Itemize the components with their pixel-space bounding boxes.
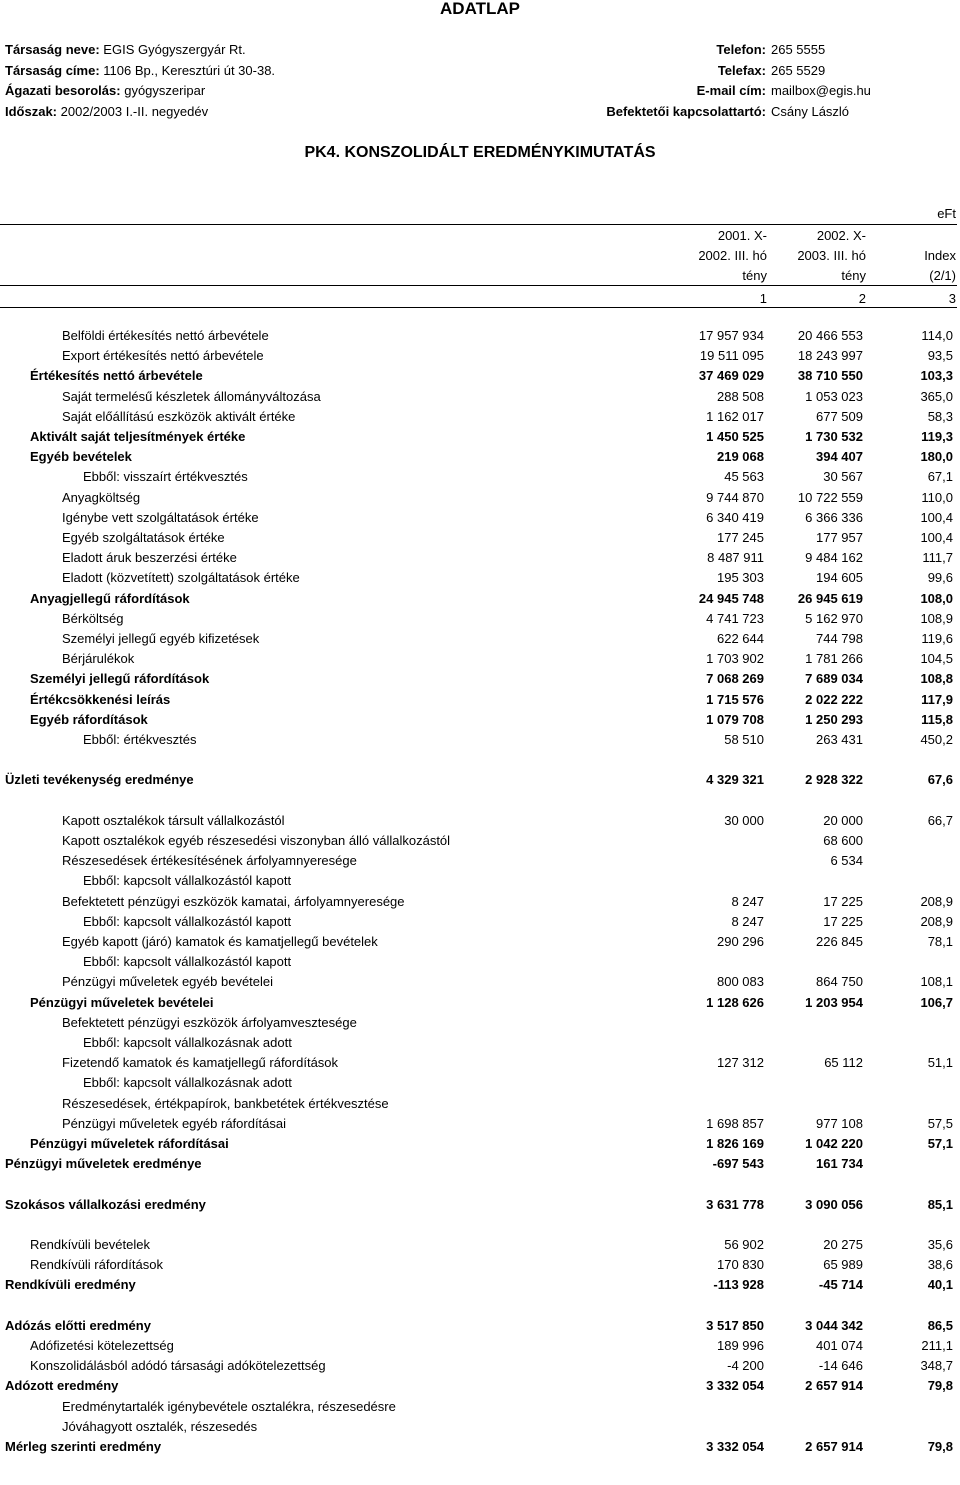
table-row xyxy=(0,690,957,710)
row-value-col1: 1 715 576 xyxy=(706,691,764,707)
row-label: Konszolidálásból adódó társasági adókötelezettség xyxy=(30,1358,326,1374)
table-row xyxy=(0,1134,957,1154)
report-title: PK4. KONSZOLIDÁLT EREDMÉNYKIMUTATÁS xyxy=(304,144,656,161)
table-row xyxy=(0,366,957,386)
row-value-col2: 1 730 532 xyxy=(805,429,863,444)
row-value-col1: 6 340 419 xyxy=(706,509,764,525)
table-row xyxy=(0,811,957,831)
row-value-col1: 170 830 xyxy=(717,1257,764,1273)
row-value-col2: 6 366 336 xyxy=(805,509,863,525)
row-value-col1: -113 928 xyxy=(713,1277,764,1293)
row-value-col3: 38,6 xyxy=(927,1257,953,1273)
row-value-col3: 117,9 xyxy=(921,691,953,707)
row-value-col1: 8 247 xyxy=(731,913,764,929)
row-value-col2: -14 646 xyxy=(818,1358,863,1374)
contact-info-line xyxy=(560,63,825,78)
row-label: Fizetendő kamatok és kamatjellegű ráfordítások xyxy=(62,1055,339,1071)
row-value-col3: 40,1 xyxy=(927,1277,953,1293)
row-label: Ebből: értékvesztés xyxy=(83,732,197,747)
row-value-col3: 85,1 xyxy=(927,1196,953,1212)
row-label: Személyi jellegű egyéb kifizetések xyxy=(62,631,260,646)
unit-label: eFt xyxy=(937,206,956,221)
row-value-col3: 211,1 xyxy=(921,1338,953,1353)
table-row xyxy=(0,407,957,427)
row-value-col2: 7 689 034 xyxy=(805,671,863,687)
row-value-col1: 3 631 778 xyxy=(706,1196,764,1212)
row-value-col3: 79,8 xyxy=(927,1439,953,1454)
column-header-text: 2002. III. hó xyxy=(698,248,767,263)
row-value-col3: 114,0 xyxy=(921,328,953,343)
row-value-col2: 177 957 xyxy=(816,530,863,545)
row-label: Befektetett pénzügyi eszközök árfolyamvesztesége xyxy=(62,1014,357,1030)
row-value-col1: 56 902 xyxy=(724,1237,764,1252)
row-label: Pénzügyi műveletek egyéb bevételei xyxy=(62,974,274,990)
row-value-col1: 3 517 850 xyxy=(706,1317,764,1333)
table-row xyxy=(0,1417,957,1437)
row-value-col3: 79,8 xyxy=(927,1378,953,1394)
table-row xyxy=(0,730,957,750)
row-value-col1: 1 698 857 xyxy=(706,1115,764,1131)
row-label: Adózás előtti eredmény xyxy=(5,1317,151,1333)
row-value-col3: 119,3 xyxy=(921,429,953,444)
table-row xyxy=(0,548,957,568)
info-label: Társaság címe: xyxy=(5,62,100,78)
row-value-col1: 3 332 054 xyxy=(706,1439,764,1454)
row-label: Kapott osztalékok egyéb részesedési viszonyban álló vállalkozástól xyxy=(62,833,451,848)
row-value-col2: 394 407 xyxy=(816,449,863,465)
row-value-col2: 20 275 xyxy=(823,1237,863,1252)
row-value-col2: 1 042 220 xyxy=(805,1136,863,1151)
row-label: Kapott osztalékok társult vállalkozástól xyxy=(62,812,285,828)
row-label: Részesedések értékesítésének árfolyamnyeresége xyxy=(62,853,357,869)
row-value-col3: 104,5 xyxy=(920,651,953,667)
row-value-col3: 103,3 xyxy=(920,368,953,384)
row-value-col3: 110,0 xyxy=(921,489,953,505)
row-value-col1: 7 068 269 xyxy=(706,671,764,687)
table-row xyxy=(0,1356,957,1376)
row-label: Jóváhagyott osztalék, részesedés xyxy=(62,1418,258,1434)
row-value-col1: 1 128 626 xyxy=(706,994,764,1010)
row-label: Egyéb kapott (járó) kamatok és kamatjellegű bevételek xyxy=(62,934,378,949)
row-value-col2: 38 710 550 xyxy=(797,368,863,384)
contact-value: Csány László xyxy=(771,103,850,119)
row-value-col3: 108,8 xyxy=(920,671,953,687)
row-value-col2: 10 722 559 xyxy=(797,489,863,505)
row-label: Értékcsökkenési leírás xyxy=(30,691,171,707)
info-label: Időszak: xyxy=(5,103,58,119)
row-value-col2: 1 781 266 xyxy=(805,651,863,667)
row-value-col3: 106,7 xyxy=(920,994,953,1010)
info-value: gyógyszeripar xyxy=(124,83,206,98)
table-row xyxy=(0,568,957,588)
table-row xyxy=(0,609,957,629)
table-row xyxy=(0,1275,957,1295)
contact-value: 265 5555 xyxy=(771,42,826,57)
row-label: Ebből: kapcsolt vállalkozásnak adott xyxy=(83,1035,292,1050)
row-value-col1: 177 245 xyxy=(717,530,764,545)
row-value-col3: 208,9 xyxy=(920,913,953,929)
row-label: Rendkívüli bevételek xyxy=(30,1237,150,1252)
row-value-col1: -4 200 xyxy=(727,1358,764,1374)
row-value-col2: 1 203 954 xyxy=(805,994,863,1010)
table-row xyxy=(0,528,957,548)
table-row xyxy=(0,508,957,528)
row-value-col1: -697 543 xyxy=(712,1156,764,1172)
row-value-col2: 194 605 xyxy=(816,570,863,586)
row-value-col2: 17 225 xyxy=(823,893,863,909)
row-label: Egyéb bevételek xyxy=(30,449,132,465)
column-header-text: 2001. X- xyxy=(717,228,767,243)
column-header-number: 1 xyxy=(759,291,767,306)
row-value-col3: 108,9 xyxy=(920,610,953,626)
row-value-col3: 57,5 xyxy=(927,1115,953,1131)
row-label: Eredménytartalék igénybevétele osztalékra, részesedésre xyxy=(62,1398,396,1414)
document-title: ADATLAP xyxy=(440,0,520,18)
row-value-col3: 180,0 xyxy=(920,449,953,465)
row-value-col2: 3 044 342 xyxy=(805,1317,863,1333)
table-row xyxy=(0,1336,957,1356)
row-label: Export értékesítés nettó árbevétele xyxy=(62,348,264,364)
table-row xyxy=(0,427,957,447)
row-label: Anyagköltség xyxy=(62,489,141,505)
table-row xyxy=(0,932,957,952)
table-row xyxy=(0,871,957,891)
row-value-col2: 744 798 xyxy=(816,631,863,646)
row-label: Pénzügyi műveletek bevételei xyxy=(30,994,214,1010)
table-row xyxy=(0,1255,957,1275)
row-value-col2: 9 484 162 xyxy=(805,550,863,566)
row-value-col3: 67,1 xyxy=(927,469,953,485)
column-number-rule xyxy=(0,285,957,286)
table-row xyxy=(0,851,957,871)
row-value-col1: 8 247 xyxy=(731,893,764,909)
table-row xyxy=(0,387,957,407)
table-header-bottom-rule xyxy=(0,307,957,308)
row-value-col3: 93,5 xyxy=(927,348,953,364)
info-value: 2002/2003 I.-II. negyedév xyxy=(60,103,209,119)
company-info-line xyxy=(5,104,208,119)
row-label: Belföldi értékesítés nettó árbevétele xyxy=(62,328,269,343)
contact-value: mailbox@egis.hu xyxy=(771,83,871,98)
row-value-col2: 677 509 xyxy=(816,408,863,424)
table-top-rule xyxy=(0,224,957,225)
row-label: Adózott eredmény xyxy=(5,1378,119,1394)
contact-info-line xyxy=(560,83,871,98)
contact-info-line xyxy=(560,42,825,57)
row-value-col1: 127 312 xyxy=(717,1055,764,1071)
row-value-col1: 30 000 xyxy=(724,812,764,828)
table-row xyxy=(0,1316,957,1336)
column-header-text: 2003. III. hó xyxy=(797,248,866,263)
table-row xyxy=(0,447,957,467)
row-value-col1: 37 469 029 xyxy=(698,368,764,384)
row-value-col3: 365,0 xyxy=(920,388,953,404)
row-label: Egyéb ráfordítások xyxy=(30,711,148,727)
row-value-col3: 108,0 xyxy=(920,590,953,606)
row-label: Szokásos vállalkozási eredmény xyxy=(5,1196,206,1212)
table-row xyxy=(0,488,957,508)
table-row xyxy=(0,770,957,790)
row-value-col2: 1 250 293 xyxy=(805,711,863,727)
table-row xyxy=(0,972,957,992)
row-value-col3: 108,1 xyxy=(920,974,953,990)
table-row xyxy=(0,912,957,932)
table-row xyxy=(0,1397,957,1417)
table-row xyxy=(0,1235,957,1255)
row-value-col3: 35,6 xyxy=(927,1237,953,1252)
row-label: Saját előállítású eszközök aktivált értéke xyxy=(62,408,296,424)
contact-label: Telefax: xyxy=(717,62,766,78)
row-value-col2: 65 112 xyxy=(824,1055,863,1071)
column-header-text: (2/1) xyxy=(929,268,956,283)
column-header-text: 2002. X- xyxy=(816,228,866,243)
row-label: Eladott (közvetített) szolgáltatások értéke xyxy=(62,570,300,586)
row-value-col1: 622 644 xyxy=(717,631,764,646)
row-value-col1: 58 510 xyxy=(724,732,764,747)
row-label: Bérköltség xyxy=(62,610,124,626)
table-row xyxy=(0,1033,957,1053)
table-row xyxy=(0,629,957,649)
row-label: Ebből: kapcsolt vállalkozásnak adott xyxy=(83,1075,292,1091)
row-label: Mérleg szerinti eredmény xyxy=(5,1439,162,1454)
table-row xyxy=(0,1437,957,1457)
row-value-col2: 864 750 xyxy=(816,974,863,990)
row-value-col3: 58,3 xyxy=(927,408,953,424)
row-value-col2: 65 989 xyxy=(823,1257,863,1273)
row-label: Ebből: visszaírt értékvesztés xyxy=(83,469,248,485)
row-value-col1: 219 068 xyxy=(717,449,764,465)
table-row xyxy=(0,1376,957,1396)
table-row xyxy=(0,1053,957,1073)
row-value-col2: 6 534 xyxy=(830,853,863,869)
table-row xyxy=(0,710,957,730)
row-label: Aktivált saját teljesítmények értéke xyxy=(30,429,246,444)
row-label: Anyagjellegű ráfordítások xyxy=(30,590,190,606)
row-label: Rendkívüli eredmény xyxy=(5,1277,136,1293)
table-row xyxy=(0,1094,957,1114)
row-value-col1: 4 741 723 xyxy=(706,610,764,626)
table-row xyxy=(0,993,957,1013)
row-value-col3: 86,5 xyxy=(927,1317,953,1333)
row-value-col1: 800 083 xyxy=(717,974,764,990)
row-value-col1: 1 162 017 xyxy=(706,408,764,424)
row-value-col2: 2 657 914 xyxy=(805,1439,863,1454)
row-value-col3: 99,6 xyxy=(927,570,953,586)
row-value-col3: 78,1 xyxy=(927,934,953,949)
row-value-col1: 17 957 934 xyxy=(698,328,764,343)
row-label: Rendkívüli ráfordítások xyxy=(30,1257,163,1273)
row-value-col1: 3 332 054 xyxy=(706,1378,764,1394)
contact-label: E-mail cím: xyxy=(696,83,766,98)
row-value-col1: 45 563 xyxy=(724,469,764,485)
row-label: Bérjárulékok xyxy=(62,651,135,667)
company-info-line xyxy=(5,63,275,78)
row-value-col2: 1 053 023 xyxy=(805,388,863,404)
row-value-col2: 226 845 xyxy=(816,934,863,949)
row-value-col1: 195 303 xyxy=(717,570,764,586)
row-value-col2: 977 108 xyxy=(816,1115,863,1131)
row-value-col2: 5 162 970 xyxy=(805,610,863,626)
info-value: EGIS Gyógyszergyár Rt. xyxy=(103,42,246,57)
row-value-col2: 20 000 xyxy=(823,812,863,828)
row-value-col1: 1 826 169 xyxy=(706,1136,764,1151)
table-row xyxy=(0,669,957,689)
row-value-col3: 57,1 xyxy=(927,1136,953,1151)
row-value-col3: 51,1 xyxy=(927,1055,953,1071)
row-value-col2: 26 945 619 xyxy=(797,590,863,606)
row-label: Befektetett pénzügyi eszközök kamatai, árfolyamnyeresége xyxy=(62,893,405,909)
row-value-col2: 3 090 056 xyxy=(805,1196,863,1212)
row-label: Igénybe vett szolgáltatások értéke xyxy=(62,509,259,525)
row-value-col3: 115,8 xyxy=(921,711,953,727)
row-value-col2: 17 225 xyxy=(823,913,863,929)
row-label: Ebből: kapcsolt vállalkozástól kapott xyxy=(83,913,292,929)
row-value-col1: 189 996 xyxy=(717,1338,764,1353)
row-value-col2: 2 022 222 xyxy=(805,691,863,707)
info-label: Társaság neve: xyxy=(5,42,100,57)
row-label: Ebből: kapcsolt vállalkozástól kapott xyxy=(83,873,292,889)
row-value-col3: 100,4 xyxy=(920,509,953,525)
table-row xyxy=(0,589,957,609)
row-value-col1: 290 296 xyxy=(717,934,764,949)
info-value: 1106 Bp., Keresztúri út 30-38. xyxy=(103,62,276,78)
row-value-col2: 18 243 997 xyxy=(797,348,863,364)
row-label: Saját termelésű készletek állományváltozása xyxy=(62,388,321,404)
table-row xyxy=(0,1154,957,1174)
table-row xyxy=(0,892,957,912)
row-value-col2: 20 466 553 xyxy=(797,328,863,343)
row-value-col3: 208,9 xyxy=(920,893,953,909)
row-value-col1: 1 450 525 xyxy=(706,429,764,444)
row-label: Részesedések, értékpapírok, bankbetétek értékvesztése xyxy=(62,1095,389,1111)
row-label: Pénzügyi műveletek ráfordításai xyxy=(30,1136,229,1151)
table-row xyxy=(0,1195,957,1215)
table-row xyxy=(0,326,957,346)
column-header-number: 3 xyxy=(948,291,956,306)
row-value-col3: 66,7 xyxy=(927,812,953,828)
row-value-col2: 68 600 xyxy=(823,833,863,848)
company-info-line xyxy=(5,42,246,57)
info-label: Ágazati besorolás: xyxy=(5,83,121,98)
row-label: Értékesítés nettó árbevétele xyxy=(30,368,203,384)
row-label: Üzleti tevékenység eredménye xyxy=(5,772,194,788)
table-row xyxy=(0,649,957,669)
column-header-text: tény xyxy=(841,268,866,283)
table-row xyxy=(0,467,957,487)
row-label: Pénzügyi műveletek egyéb ráfordításai xyxy=(62,1115,287,1131)
row-value-col2: 2 928 322 xyxy=(805,772,863,788)
row-label: Ebből: kapcsolt vállalkozástól kapott xyxy=(83,954,292,970)
row-value-col2: 401 074 xyxy=(816,1338,863,1353)
row-label: Pénzügyi műveletek eredménye xyxy=(5,1156,202,1172)
row-value-col2: 263 431 xyxy=(816,732,863,747)
contact-label: Telefon: xyxy=(716,42,766,57)
row-value-col2: 161 734 xyxy=(816,1156,863,1172)
row-value-col3: 348,7 xyxy=(920,1358,953,1374)
row-value-col3: 67,6 xyxy=(927,772,953,788)
table-row xyxy=(0,1013,957,1033)
table-row xyxy=(0,1114,957,1134)
row-label: Adófizetési kötelezettség xyxy=(30,1338,174,1353)
table-row xyxy=(0,1073,957,1093)
row-value-col1: 19 511 095 xyxy=(699,348,764,364)
row-value-col2: 30 567 xyxy=(823,469,863,485)
table-row xyxy=(0,831,957,851)
row-value-col1: 24 945 748 xyxy=(698,590,764,606)
row-value-col3: 111,7 xyxy=(922,550,953,566)
row-value-col1: 1 703 902 xyxy=(706,651,764,667)
row-value-col3: 119,6 xyxy=(921,631,953,646)
row-value-col2: -45 714 xyxy=(818,1277,863,1293)
column-header-text: Index xyxy=(924,248,956,263)
row-value-col2: 2 657 914 xyxy=(805,1378,863,1394)
table-row xyxy=(0,346,957,366)
column-header-number: 2 xyxy=(858,291,866,306)
row-value-col1: 8 487 911 xyxy=(707,550,764,566)
row-label: Eladott áruk beszerzési értéke xyxy=(62,550,237,566)
row-value-col3: 100,4 xyxy=(920,530,953,545)
contact-value: 265 5529 xyxy=(771,62,826,78)
contact-label: Befektetői kapcsolattartó: xyxy=(606,103,766,119)
table-row xyxy=(0,952,957,972)
row-label: Személyi jellegű ráfordítások xyxy=(30,671,210,687)
column-header-text: tény xyxy=(742,268,767,283)
row-value-col1: 4 329 321 xyxy=(706,772,764,788)
row-value-col3: 450,2 xyxy=(920,732,953,747)
company-info-line xyxy=(5,83,205,98)
row-value-col1: 1 079 708 xyxy=(706,711,764,727)
row-label: Egyéb szolgáltatások értéke xyxy=(62,530,225,545)
row-value-col1: 9 744 870 xyxy=(706,489,764,505)
row-value-col1: 288 508 xyxy=(717,388,764,404)
contact-info-line xyxy=(560,104,849,119)
